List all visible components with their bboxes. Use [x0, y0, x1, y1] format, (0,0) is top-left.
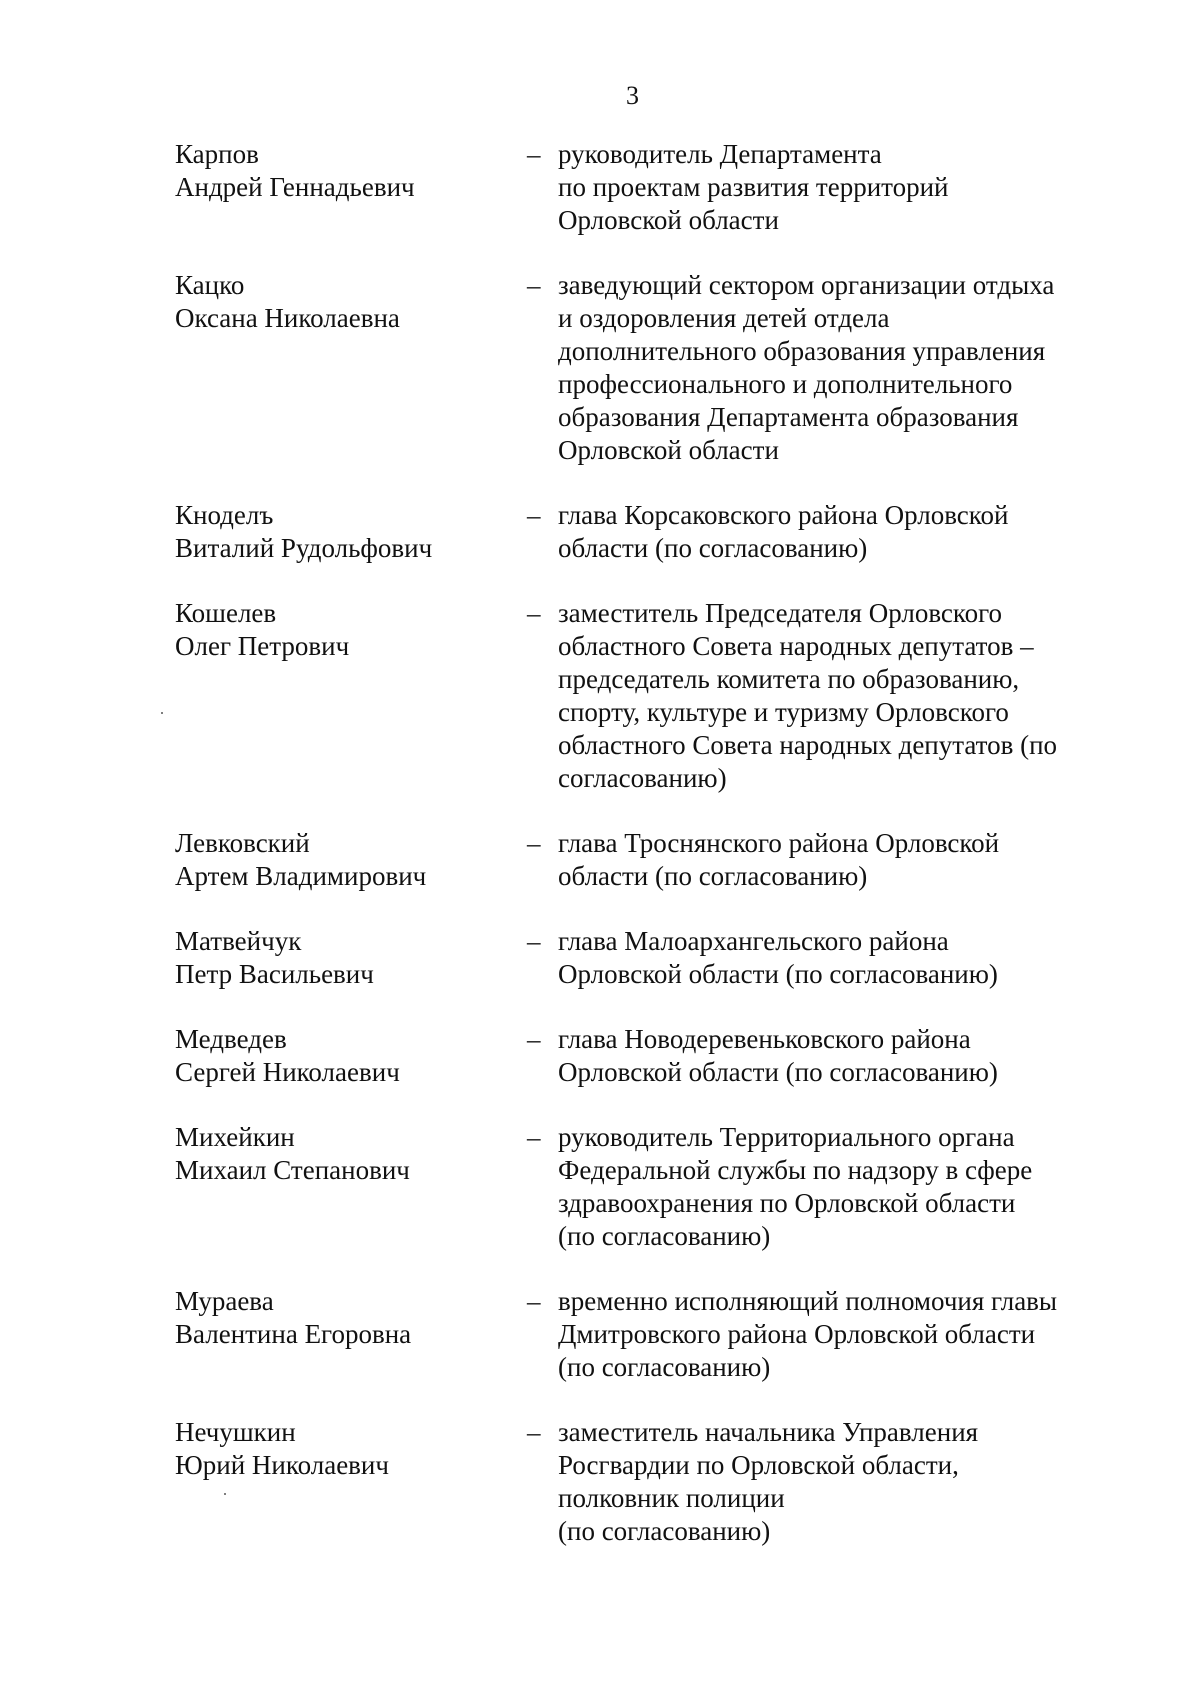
member-position	[558, 597, 1098, 795]
position-line: Орловской области	[558, 435, 779, 465]
member-entry	[0, 1416, 1200, 1548]
separator-dash: –	[527, 500, 541, 530]
position-line: Орловской области (по согласованию)	[558, 1057, 998, 1087]
position-line: Федеральной службы по надзору в сфере	[558, 1155, 1033, 1185]
page-number: 3	[626, 81, 639, 110]
member-list	[0, 138, 1200, 1548]
separator-dash: –	[527, 270, 541, 300]
member-surname: Мураева	[175, 1286, 274, 1316]
member-surname: Медведев	[175, 1024, 287, 1054]
member-given-names: Андрей Геннадьевич	[175, 172, 415, 202]
position-line: глава Малоархангельского района	[558, 926, 949, 956]
separator-dash: –	[527, 139, 541, 169]
member-name	[175, 1023, 505, 1089]
separator-dash: –	[527, 926, 541, 956]
member-given-names: Артем Владимирович	[175, 861, 427, 891]
position-line: спорту, культуре и туризму Орловского	[558, 697, 1009, 727]
position-line: глава Новодеревеньковского района	[558, 1024, 971, 1054]
member-name	[175, 1285, 505, 1351]
member-position	[558, 138, 1098, 237]
position-line: (по согласованию)	[558, 1352, 771, 1382]
member-given-names: Валентина Егоровна	[175, 1319, 412, 1349]
member-name	[175, 269, 505, 335]
separator-dash: –	[527, 828, 541, 858]
position-line: областного Совета народных депутатов (по	[558, 730, 1058, 760]
member-surname: Нечушкин	[175, 1417, 296, 1447]
position-line: руководитель Территориального органа	[558, 1122, 1015, 1152]
position-line: области (по согласованию)	[558, 861, 868, 891]
member-given-names: Петр Васильевич	[175, 959, 374, 989]
position-line: профессионального и дополнительного	[558, 369, 1013, 399]
position-line: Дмитровского района Орловской области	[558, 1319, 1036, 1349]
scan-speck	[224, 1493, 226, 1495]
member-position	[558, 827, 1098, 893]
member-position	[558, 1023, 1098, 1089]
member-position	[558, 269, 1098, 467]
member-position	[558, 499, 1098, 565]
position-line: согласованию)	[558, 763, 727, 793]
member-entry	[0, 925, 1200, 991]
separator-dash: –	[527, 1417, 541, 1447]
member-entry	[0, 1121, 1200, 1253]
member-given-names: Виталий Рудольфович	[175, 533, 433, 563]
position-line: Орловской области (по согласованию)	[558, 959, 998, 989]
member-entry	[0, 499, 1200, 565]
member-surname: Карпов	[175, 139, 259, 169]
position-line: и оздоровления детей отдела	[558, 303, 890, 333]
member-position	[558, 1285, 1098, 1384]
member-entry	[0, 138, 1200, 237]
member-entry	[0, 597, 1200, 795]
position-line: заместитель Председателя Орловского	[558, 598, 1003, 628]
separator-dash: –	[527, 598, 541, 628]
member-entry	[0, 269, 1200, 467]
member-given-names: Олег Петрович	[175, 631, 350, 661]
member-name	[175, 597, 505, 663]
position-line: Росгвардии по Орловской области,	[558, 1450, 959, 1480]
position-line: (по согласованию)	[558, 1516, 771, 1546]
position-line: (по согласованию)	[558, 1221, 771, 1251]
separator-dash: –	[527, 1024, 541, 1054]
member-surname: Левковский	[175, 828, 310, 858]
member-name	[175, 499, 505, 565]
position-line: временно исполняющий полномочия главы	[558, 1286, 1058, 1316]
member-given-names: Михаил Степанович	[175, 1155, 410, 1185]
member-position	[558, 1416, 1098, 1548]
member-given-names: Оксана Николаевна	[175, 303, 400, 333]
member-position	[558, 925, 1098, 991]
member-name	[175, 925, 505, 991]
position-line: полковник полиции	[558, 1483, 785, 1513]
member-name	[175, 827, 505, 893]
position-line: образования Департамента образования	[558, 402, 1019, 432]
position-line: руководитель Департамента	[558, 139, 882, 169]
position-line: по проектам развития территорий	[558, 172, 949, 202]
position-line: области (по согласованию)	[558, 533, 868, 563]
member-given-names: Сергей Николаевич	[175, 1057, 400, 1087]
member-entry	[0, 1023, 1200, 1089]
member-surname: Матвейчук	[175, 926, 302, 956]
member-name	[175, 1416, 505, 1482]
member-name	[175, 138, 505, 204]
position-line: председатель комитета по образованию,	[558, 664, 1020, 694]
member-surname: Михейкин	[175, 1122, 295, 1152]
member-name	[175, 1121, 505, 1187]
separator-dash: –	[527, 1122, 541, 1152]
position-line: глава Троснянского района Орловской	[558, 828, 1000, 858]
position-line: дополнительного образования управления	[558, 336, 1046, 366]
member-surname: Кацко	[175, 270, 245, 300]
member-position	[558, 1121, 1098, 1253]
member-entry	[0, 1285, 1200, 1384]
member-surname: Кноделъ	[175, 500, 274, 530]
member-given-names: Юрий Николаевич	[175, 1450, 389, 1480]
position-line: областного Совета народных депутатов –	[558, 631, 1034, 661]
member-entry	[0, 827, 1200, 893]
position-line: Орловской области	[558, 205, 779, 235]
position-line: здравоохранения по Орловской области	[558, 1188, 1016, 1218]
position-line: заместитель начальника Управления	[558, 1417, 979, 1447]
separator-dash: –	[527, 1286, 541, 1316]
position-line: заведующий сектором организации отдыха	[558, 270, 1055, 300]
member-surname: Кошелев	[175, 598, 277, 628]
position-line: глава Корсаковского района Орловской	[558, 500, 1009, 530]
scan-speck	[161, 712, 163, 714]
